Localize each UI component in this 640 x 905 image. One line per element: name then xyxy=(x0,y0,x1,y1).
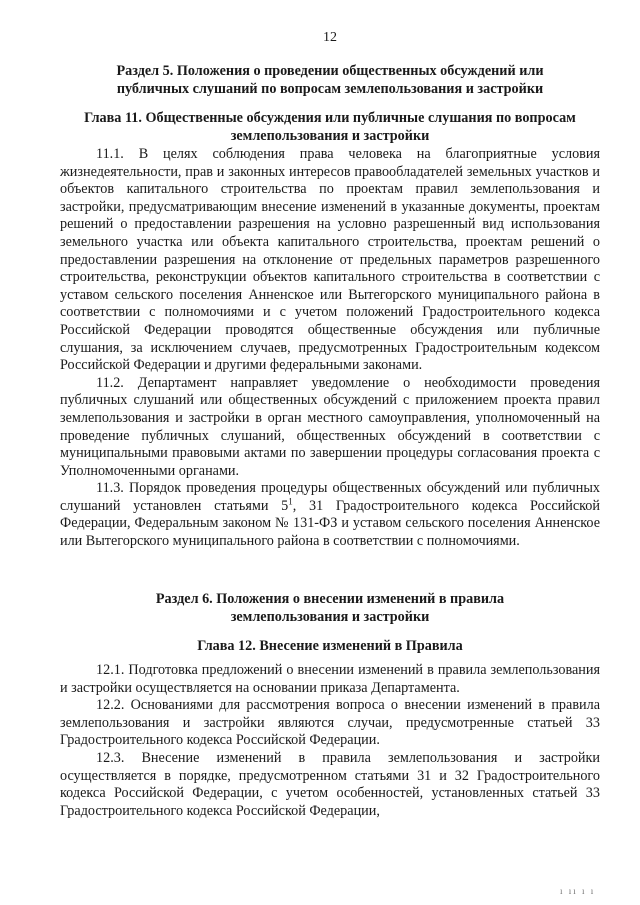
paragraph-11-3-superscript: 1 xyxy=(288,496,293,507)
section-6-heading-line2: землепользования и застройки xyxy=(230,609,430,625)
chapter-11-heading-line2: землепользования и застройки xyxy=(230,128,430,144)
chapter-11-heading xyxy=(60,109,600,145)
chapter-11-body xyxy=(60,146,600,551)
paragraph-12-2: 12.2. Основаниями для рассмотрения вопроса о внесении изменений в правила землепользования и застройки являются случаи, предусмотренные статьей 33 Градостроительного кодекса Российской Федерации. xyxy=(60,697,600,749)
document-page xyxy=(60,0,600,905)
chapter-11-heading-line1: Глава 11. Общественные обсуждения или публичные слушания по вопросам xyxy=(84,110,576,126)
page-number: 12 xyxy=(323,30,337,45)
paragraph-11-3-before: 11.3. Порядок проведения процедуры общественных обсуждений или публичных слушаний установлен статьями 5 xyxy=(60,480,600,514)
paragraph-11-2: 11.2. Департамент направляет уведомление о необходимости проведения публичных слушаний или общественных обсуждений с приложением проекта правил землепользования и застройки в орган местного самоуправления, уполномоченный на проведение публичных слушаний, общественных обсуждений в соответствии с муниципальными правовыми актами по завершении процедуры согласования проекта с Уполномоченными органами. xyxy=(60,374,600,479)
footer-scan-mark: ı ıı ı ı xyxy=(560,886,596,896)
paragraph-12-3: 12.3. Внесение изменений в правила землепользования и застройки осуществляется в порядке, предусмотренном статьями 31 и 32 Градостроительного кодекса Российской Федерации, с учетом особенностей, установленных статьей 33 Градостроительного кодекса Российской Федерации, xyxy=(60,749,600,819)
section-5-heading xyxy=(60,62,600,98)
section-6-heading-line1: Раздел 6. Положения о внесении изменений в правила xyxy=(155,591,505,607)
chapter-12-heading xyxy=(60,637,600,655)
chapter-12-heading-line1: Глава 12. Внесение изменений в Правила xyxy=(197,638,463,654)
section-5-heading-line1: Раздел 5. Положения о проведении общественных обсуждений или xyxy=(116,63,544,79)
section-5-heading-line2: публичных слушаний по вопросам землепользования и застройки xyxy=(116,81,544,97)
paragraph-11-3 xyxy=(60,480,600,550)
paragraph-12-1: 12.1. Подготовка предложений о внесении изменений в правила землепользования и застройки осуществляется на основании приказа Департамента. xyxy=(60,662,600,696)
section-6-heading xyxy=(60,590,600,626)
paragraph-11-1: 11.1. В целях соблюдения права человека на благоприятные условия жизнедеятельности, прав и законных интересов правообладателей земельных участков и объектов капитального строительства по проектам правил землепользования и застройки, предусматривающим внесение изменений в указанные документы, проектам решений о предоставлении разрешения на условно разрешенный вид использования земельного участка или объекта капитального строительства, проектам решений о предоставлении разрешения на отклонение от предельных параметров разрешенного строительства, реконструкции объектов капитального строительства в соответствии с уставом сельского поселения Анненское или Вытегорского муниципального района в соответствии с полномочиями и с учетом положений Градостроительного кодекса Российской Федерации проводятся общественные обсуждения или публичные слушания, за исключением случаев, предусмотренных Градостроительным кодексом Российской Федерации и другими федеральными законами. xyxy=(60,146,600,374)
chapter-12-body xyxy=(60,662,600,820)
paragraph-11-3-after: , 31 Градостроительного кодекса Российской Федерации, Федеральным законом № 131-ФЗ и уставом сельского поселения Анненское или Вытегорского муниципального района в соответствии с полномочиями. xyxy=(60,497,600,550)
